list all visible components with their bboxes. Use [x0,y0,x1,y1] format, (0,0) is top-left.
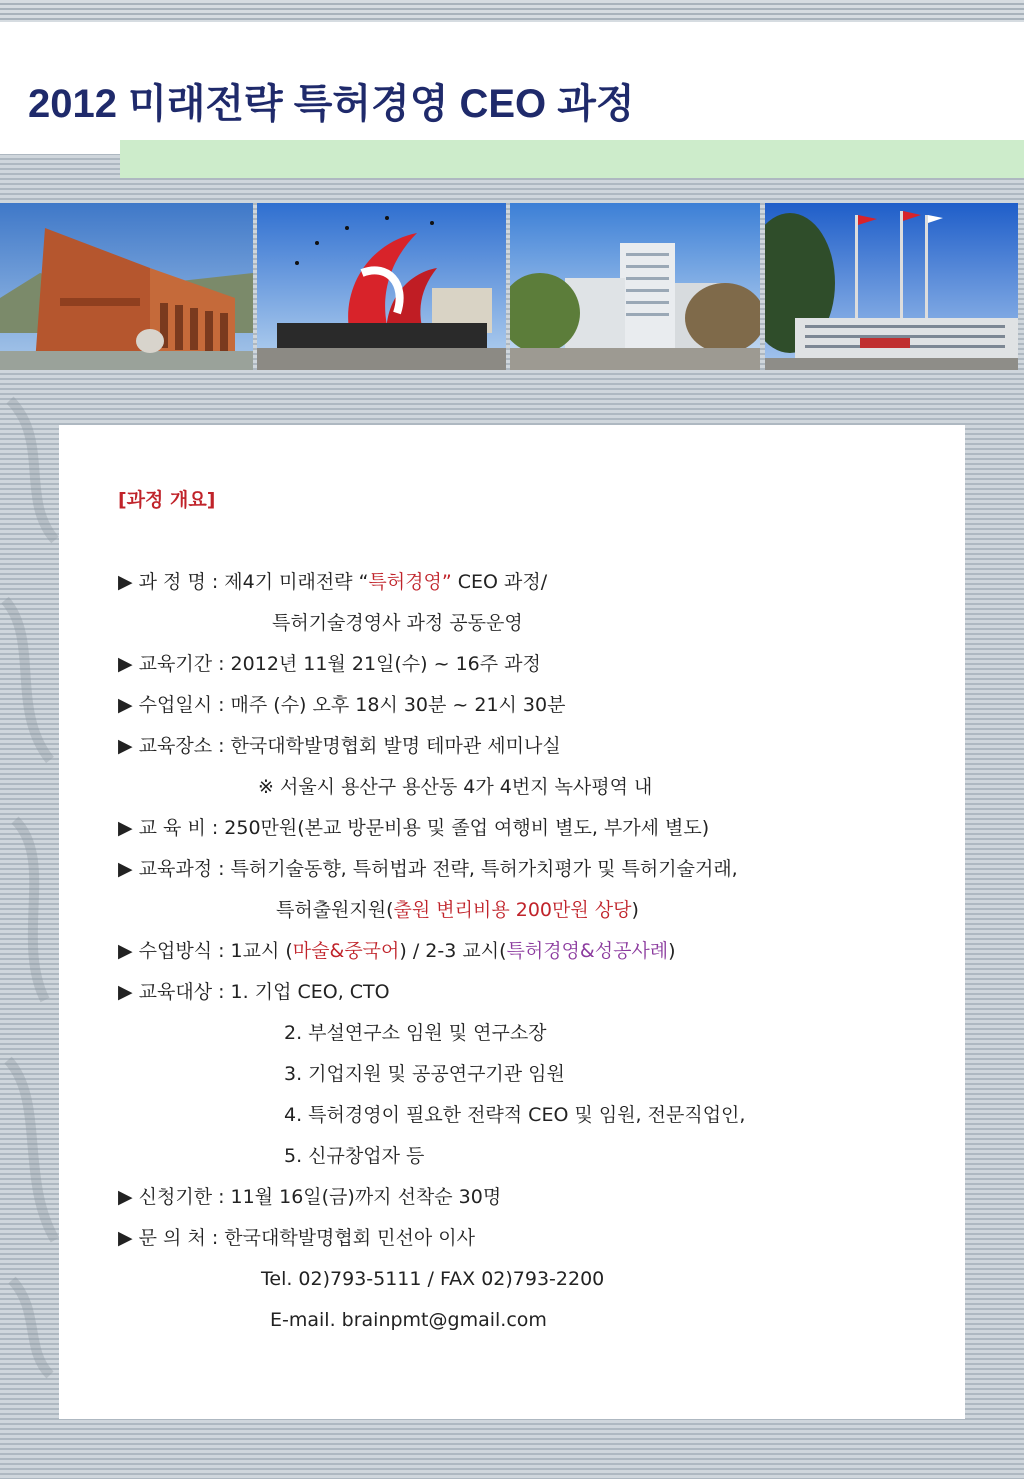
overview-heading: [과정 개요] [118,489,216,511]
target-3-line: 3. 기업지원 및 공공연구기관 임원 [284,1063,565,1085]
course-name-highlight: 특허경영” [368,571,452,593]
photo-strip [0,203,1024,370]
curriculum-cont-suffix: ) [631,899,639,921]
contact-line: ▶ 문 의 처 : 한국대학발명협회 민선아 이사 [118,1227,475,1249]
course-name-label: ▶ 과 정 명 : 제4기 미래전략 “ [118,571,369,593]
method-middle: ) / 2-3 교시( [399,940,507,962]
flagpole-building-photo [765,203,1018,370]
target-line: ▶ 교육대상 : 1. 기업 CEO, CTO [118,981,390,1003]
green-accent-bar [120,140,1024,178]
location-line: ▶ 교육장소 : 한국대학발명협회 발명 테마관 세미나실 [118,735,561,757]
top-stripe [0,0,1024,22]
curriculum-cont-highlight: 출원 변리비용 200만원 상당 [393,899,632,921]
target-2-line: 2. 부설연구소 임원 및 연구소장 [284,1022,547,1044]
location-address-line: ※ 서울시 용산구 용산동 4가 4번지 녹사평역 내 [258,776,653,798]
graduation-sculpture-photo [257,203,506,370]
curriculum-line: ▶ 교육과정 : 특허기술동향, 특허법과 전략, 특허가치평가 및 특허기술거래, [118,858,738,880]
deadline-line: ▶ 신청기한 : 11월 16일(금)까지 선착순 30명 [118,1186,502,1208]
target-5-line: 5. 신규창업자 등 [284,1145,425,1167]
campus-building-photo [0,203,253,370]
method-highlight-1: 마술&중국어 [292,940,400,962]
method-suffix: ) [668,940,676,962]
page-title: 2012 미래전략 특허경영 CEO 과정 [28,82,635,126]
schedule-line: ▶ 수업일시 : 매주 (수) 오후 18시 30분 ~ 21시 30분 [118,694,566,716]
course-name-suffix: CEO 과정/ [451,571,548,593]
method-highlight-2: 특허경영&성공사례 [506,940,669,962]
contact-email-line: E-mail. brainpmt@gmail.com [270,1309,547,1331]
period-line: ▶ 교육기간 : 2012년 11월 21일(수) ~ 16주 과정 [118,653,541,675]
title-band-left [0,140,122,154]
contact-tel-line: Tel. 02)793-5111 / FAX 02)793-2200 [261,1268,605,1290]
curriculum-cont-prefix: 특허출원지원( [276,899,394,921]
method-line [118,938,676,964]
tuition-line: ▶ 교 육 비 : 250만원(본교 방문비용 및 졸업 여행비 별도, 부가세 별도) [118,817,710,839]
curriculum-cont-line [276,897,639,923]
target-4-line: 4. 특허경영이 필요한 전략적 CEO 및 임원, 전문직업인, [284,1104,746,1126]
campus-tower-photo [510,203,760,370]
course-name-line [118,569,547,595]
course-name-cont-line: 특허기술경영사 과정 공동운영 [272,612,523,634]
method-prefix: ▶ 수업방식 : 1교시 ( [118,940,293,962]
